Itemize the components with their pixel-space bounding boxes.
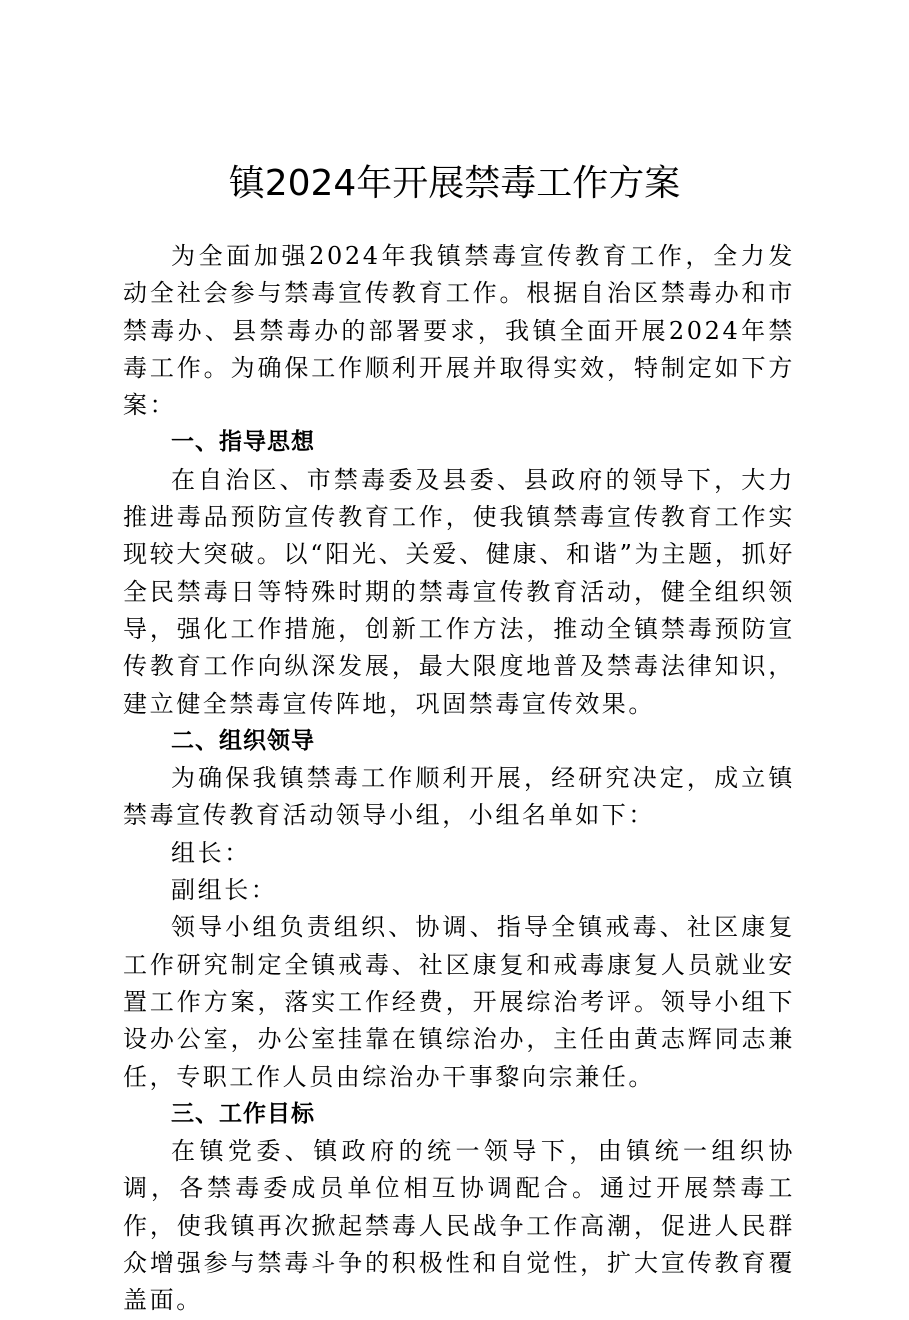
work-goals-paragraph: 在镇党委、镇政府的统一领导下，由镇统一组织协调，各禁毒委成员单位相互协调配合。通过开展禁毒工作，使我镇再次掀起禁毒人民战争工作高潮，促进人民群众增强参与禁毒斗争的积极性和自觉性，扩大宣传教育覆盖面。 xyxy=(123,1137,795,1315)
intro-paragraph: 为全面加强2024年我镇禁毒宣传教育工作，全力发动全社会参与禁毒宣传教育工作。根据自治区禁毒办和市禁毒办、县禁毒办的部署要求，我镇全面开展2024年禁毒工作。为确保工作顺利开展并取得实效，特制定如下方案： xyxy=(123,242,795,420)
section-heading-guiding-ideology: 一、指导思想 xyxy=(171,429,315,456)
organization-duties-paragraph: 领导小组负责组织、协调、指导全镇戒毒、社区康复工作研究制定全镇戒毒、社区康复和戒毒康复人员就业安置工作方案，落实工作经费，开展综治考评。领导小组下设办公室，办公室挂靠在镇综治办，主任由黄志辉同志兼任，专职工作人员由综治办干事黎向宗兼任。 xyxy=(123,913,795,1091)
organization-paragraph: 为确保我镇禁毒工作顺利开展，经研究决定，成立镇禁毒宣传教育活动领导小组，小组名单如下： xyxy=(123,764,795,830)
section-heading-work-goals: 三、工作目标 xyxy=(171,1100,315,1127)
page-title: 镇2024年开展禁毒工作方案 xyxy=(228,163,681,204)
deputy-leader-label: 副组长： xyxy=(171,876,278,905)
leader-label: 组长： xyxy=(171,838,251,867)
document-body xyxy=(123,238,795,1320)
section-heading-organization: 二、组织领导 xyxy=(171,727,315,754)
guiding-ideology-paragraph: 在自治区、市禁毒委及县委、县政府的领导下，大力推进毒品预防宣传教育工作，使我镇禁毒宣传教育工作实现较大突破。以“阳光、关爱、健康、和谐”为主题，抓好全民禁毒日等特殊时期的禁毒宣传教育活动，健全组织领导，强化工作措施，创新工作方法，推动全镇禁毒预防宣传教育工作向纵深发展，最大限度地普及禁毒法律知识，建立健全禁毒宣传阵地，巩固禁毒宣传效果。 xyxy=(123,465,795,718)
